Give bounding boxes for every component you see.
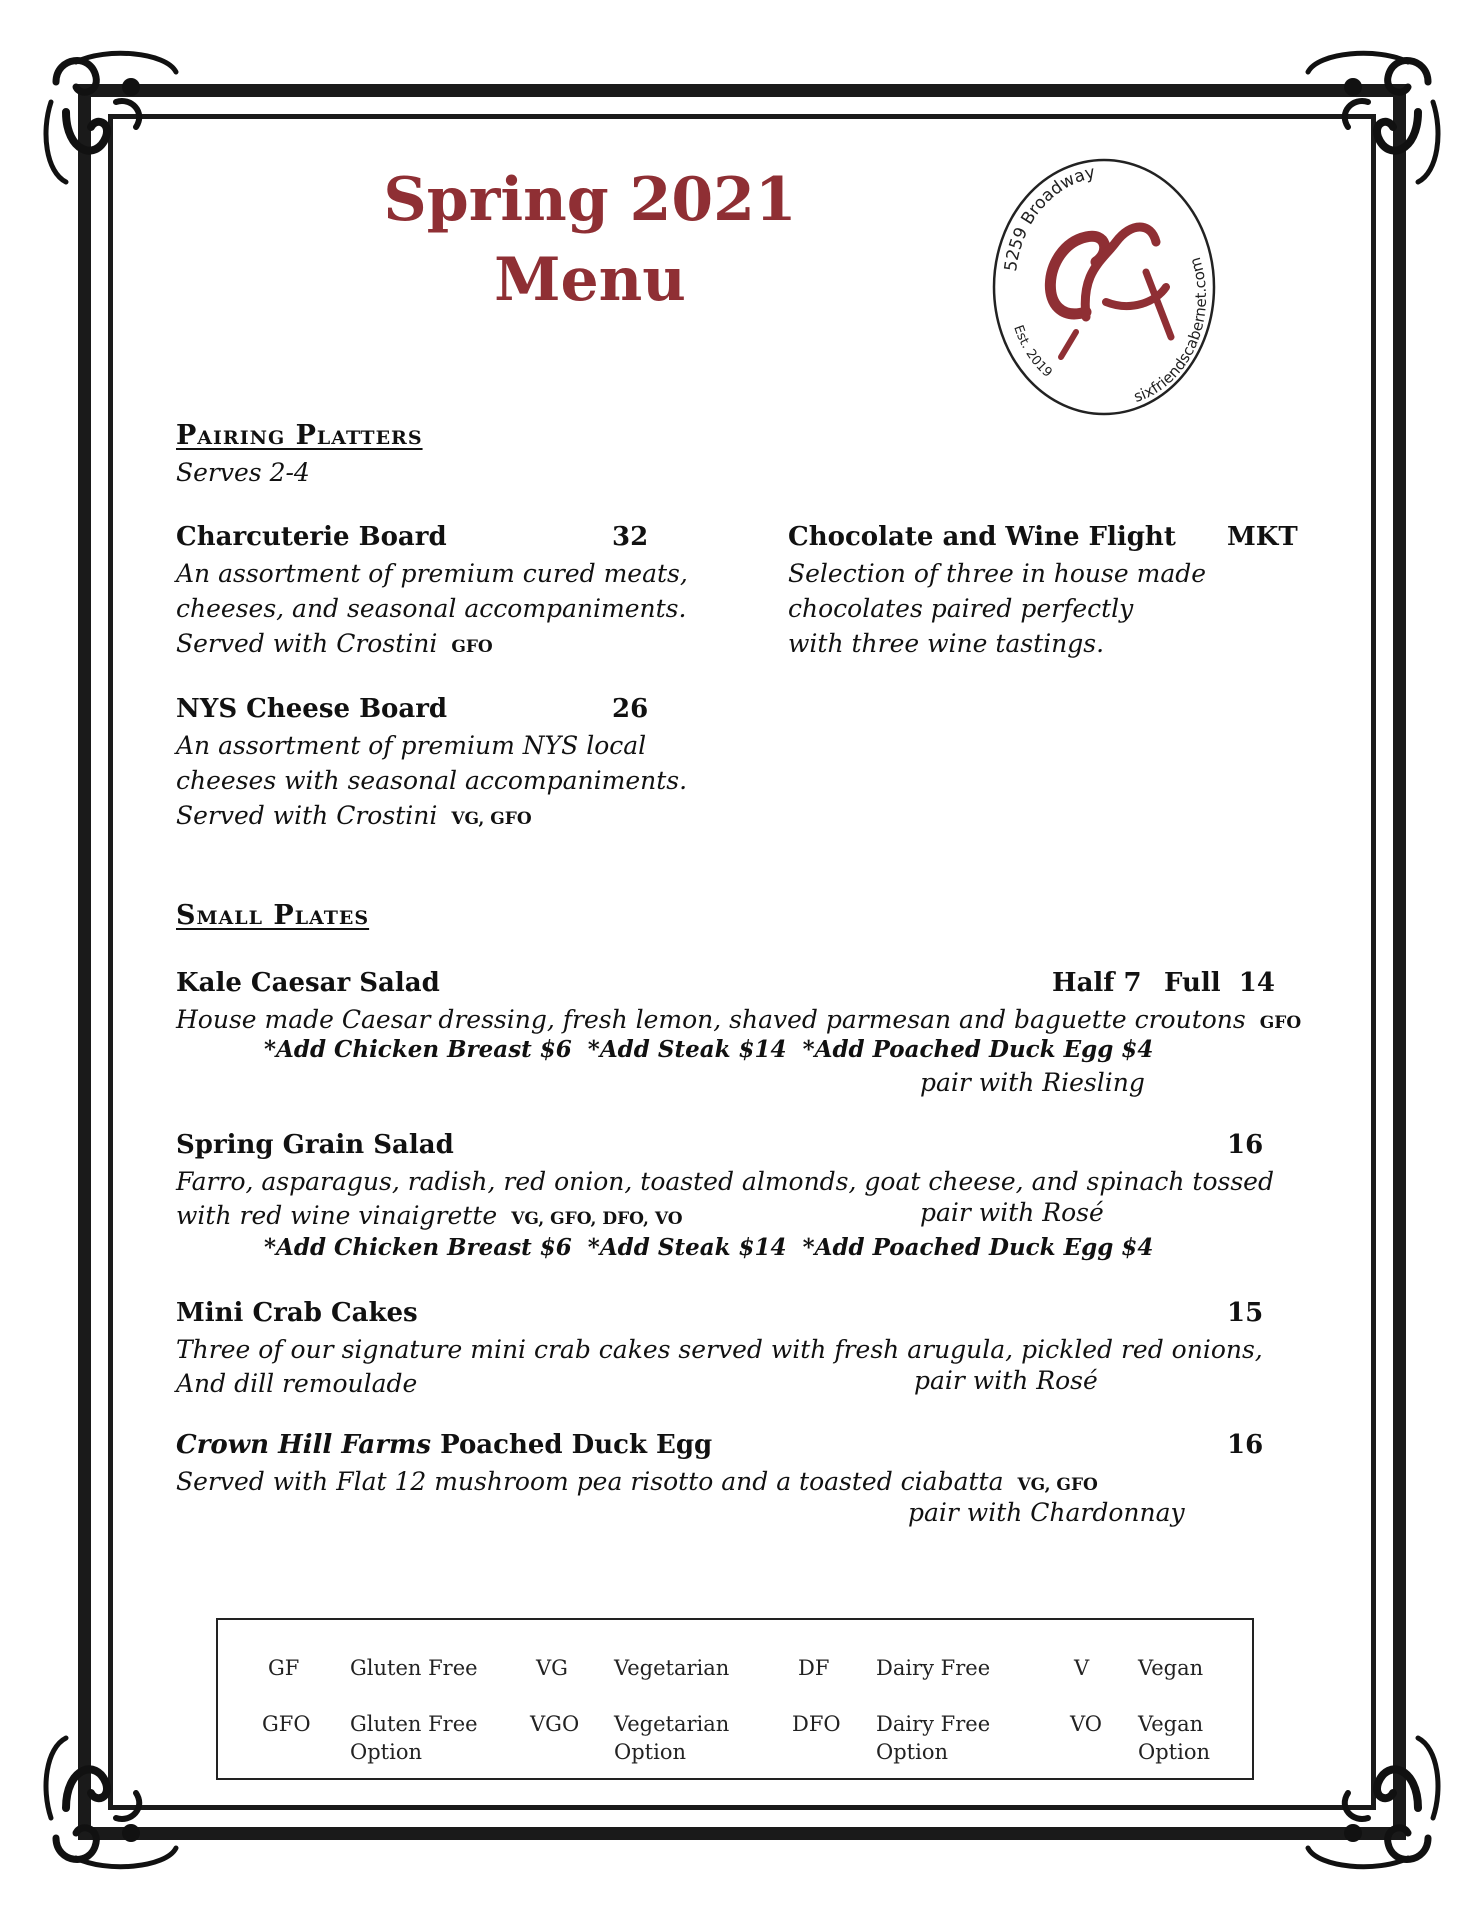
legend-label-line: Option bbox=[350, 1740, 422, 1764]
item-price-half: Half 7 bbox=[1052, 968, 1142, 998]
legend-label bbox=[614, 1710, 729, 1766]
corner-ornament-icon bbox=[36, 1728, 186, 1878]
legend-code: V bbox=[1074, 1656, 1090, 1680]
add-on-duck-egg: *Add Poached Duck Egg $4 bbox=[802, 1234, 1154, 1261]
legend-label-line: Option bbox=[876, 1740, 948, 1764]
menu-title-line2: Menu bbox=[494, 245, 686, 315]
dietary-tag: VG, GFO bbox=[1017, 1475, 1098, 1495]
item-description-mini-crab-cakes-2: And dill remoulade bbox=[176, 1369, 418, 1398]
logo-website: sixfriendscabernet.com bbox=[1131, 255, 1211, 406]
item-price-charcuterie: 32 bbox=[612, 522, 649, 552]
legend-label-line: Dairy Free bbox=[876, 1712, 991, 1736]
wine-pairing-kale-caesar: pair with Riesling bbox=[920, 1068, 1145, 1097]
dietary-tag: GFO bbox=[1259, 1013, 1302, 1033]
legend-label-line: Gluten Free bbox=[350, 1712, 478, 1736]
add-on-chicken: *Add Chicken Breast $6 bbox=[264, 1234, 572, 1261]
item-name-nys-cheese: NYS Cheese Board bbox=[176, 694, 448, 724]
item-price-chocolate-flight: MKT bbox=[1227, 522, 1298, 552]
legend-label bbox=[350, 1710, 478, 1766]
legend-label: Gluten Free bbox=[350, 1656, 478, 1680]
item-price-nys-cheese: 26 bbox=[612, 694, 649, 724]
add-on-steak: *Add Steak $14 bbox=[587, 1234, 787, 1261]
description-line: with three wine tastings. bbox=[788, 629, 1105, 658]
item-name-kale-caesar: Kale Caesar Salad bbox=[176, 968, 440, 998]
description-line: Served with Crostini bbox=[176, 801, 438, 830]
description-line: An assortment of premium NYS local bbox=[176, 731, 647, 760]
legend-label-line: Option bbox=[1138, 1740, 1210, 1764]
legend-code: GF bbox=[268, 1656, 300, 1680]
add-ons-spring-grain bbox=[264, 1234, 1169, 1261]
legend-code: VO bbox=[1070, 1712, 1103, 1736]
description-line: chocolates paired perfectly bbox=[788, 594, 1134, 623]
legend-code: DFO bbox=[792, 1712, 841, 1736]
dietary-tag: VG, GFO bbox=[451, 809, 532, 829]
legend-label-line: Vegetarian bbox=[614, 1712, 730, 1736]
description-line: Served with Crostini bbox=[176, 629, 438, 658]
section-title-pairing-platters: Pairing Platters bbox=[176, 420, 423, 451]
item-price-full: Full 14 bbox=[1164, 968, 1275, 998]
legend-label-line: Vegan bbox=[1138, 1712, 1204, 1736]
add-on-steak: *Add Steak $14 bbox=[587, 1036, 787, 1063]
item-name-chocolate-flight: Chocolate and Wine Flight bbox=[788, 522, 1176, 552]
description-line: with red wine vinaigrette bbox=[176, 1201, 498, 1230]
corner-ornament-icon bbox=[36, 42, 186, 192]
logo-address: 5259 Broadway bbox=[1001, 162, 1097, 273]
legend-label: Dairy Free bbox=[876, 1656, 991, 1680]
item-price-poached-duck-egg: 16 bbox=[1227, 1430, 1264, 1460]
menu-title-line1: Spring 2021 bbox=[383, 165, 797, 235]
item-description-charcuterie bbox=[176, 556, 688, 665]
item-description-spring-grain: Farro, asparagus, radish, red onion, toasted almonds, goat cheese, and spinach tossed bbox=[176, 1167, 1274, 1196]
legend-label-line: Option bbox=[614, 1740, 686, 1764]
wine-pairing-mini-crab-cakes: pair with Rosé bbox=[914, 1366, 1098, 1395]
dish-name: Poached Duck Egg bbox=[431, 1430, 713, 1460]
description-line: Selection of three in house made bbox=[788, 559, 1207, 588]
item-name-mini-crab-cakes: Mini Crab Cakes bbox=[176, 1298, 418, 1328]
legend-label: Vegan bbox=[1138, 1656, 1204, 1680]
item-name-poached-duck-egg bbox=[176, 1430, 712, 1460]
wine-pairing-spring-grain: pair with Rosé bbox=[920, 1198, 1104, 1227]
item-description-mini-crab-cakes: Three of our signature mini crab cakes served with fresh arugula, pickled red onions, bbox=[176, 1335, 1263, 1364]
wine-pairing-poached-duck-egg: pair with Chardonnay bbox=[908, 1498, 1185, 1527]
description-line: An assortment of premium cured meats, bbox=[176, 559, 688, 588]
farm-name: Crown Hill Farms bbox=[176, 1430, 432, 1460]
dietary-tag: VG, GFO, DFO, VO bbox=[511, 1209, 683, 1229]
corner-ornament-icon bbox=[1298, 1728, 1448, 1878]
item-description-nys-cheese bbox=[176, 728, 687, 837]
legend-code: GFO bbox=[262, 1712, 311, 1736]
section-subtitle: Serves 2-4 bbox=[176, 458, 310, 487]
add-ons-kale-caesar bbox=[264, 1036, 1169, 1063]
legend-label bbox=[876, 1710, 990, 1766]
restaurant-logo bbox=[986, 152, 1222, 422]
corner-ornament-icon bbox=[1298, 42, 1448, 192]
item-description-chocolate-flight bbox=[788, 556, 1206, 661]
logo-established: Est. 2019 bbox=[1010, 323, 1055, 381]
add-on-chicken: *Add Chicken Breast $6 bbox=[264, 1036, 572, 1063]
item-name-charcuterie: Charcuterie Board bbox=[176, 522, 447, 552]
legend-label: Vegetarian bbox=[614, 1656, 730, 1680]
add-on-duck-egg: *Add Poached Duck Egg $4 bbox=[802, 1036, 1154, 1063]
dietary-legend bbox=[216, 1618, 1254, 1780]
legend-code: VG bbox=[536, 1656, 568, 1680]
legend-label bbox=[1138, 1710, 1210, 1766]
description-line: cheeses, and seasonal accompaniments. bbox=[176, 594, 687, 623]
description-line: House made Caesar dressing, fresh lemon, shaved parmesan and baguette croutons bbox=[176, 1005, 1246, 1034]
dietary-tag: GFO bbox=[451, 637, 493, 657]
item-price-spring-grain: 16 bbox=[1227, 1130, 1264, 1160]
description-line: cheeses with seasonal accompaniments. bbox=[176, 766, 688, 795]
menu-title bbox=[340, 160, 840, 320]
section-title-small-plates: Small Plates bbox=[176, 900, 370, 931]
legend-code: DF bbox=[798, 1656, 830, 1680]
item-price-mini-crab-cakes: 15 bbox=[1227, 1298, 1264, 1328]
item-description-spring-grain-2 bbox=[176, 1198, 683, 1237]
legend-code: VGO bbox=[530, 1712, 580, 1736]
description-line: Served with Flat 12 mushroom pea risotto and a toasted ciabatta bbox=[176, 1467, 1004, 1496]
item-name-spring-grain: Spring Grain Salad bbox=[176, 1130, 454, 1160]
